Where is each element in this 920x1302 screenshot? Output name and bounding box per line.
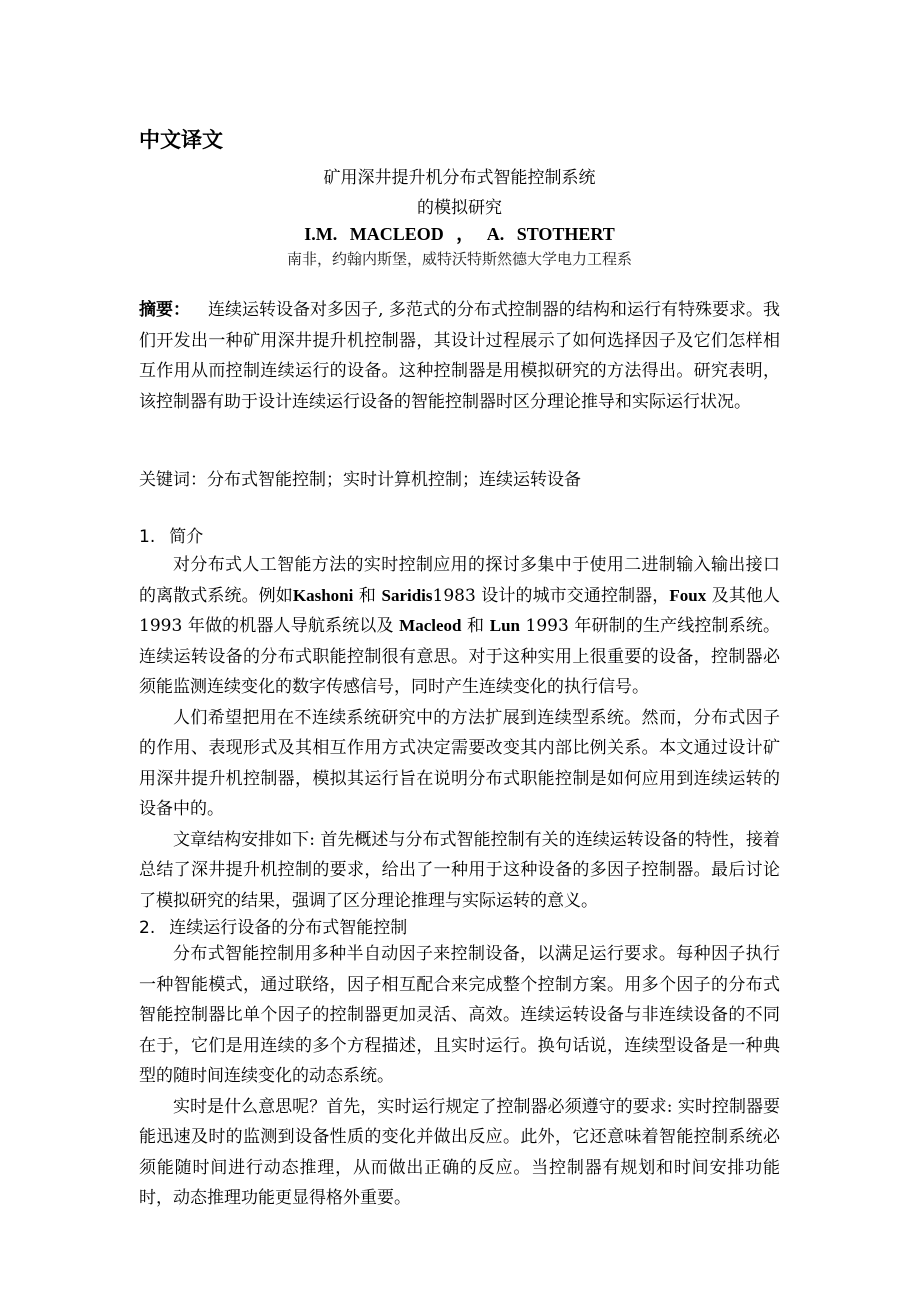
keywords-text: 分布式智能控制；实时计算机控制；连续运转设备 (207, 470, 581, 490)
author-part: I.M. (304, 224, 338, 244)
section-2-heading (139, 913, 407, 938)
text-run: 及其他人 1993 年做的机器人导航系统以及 (139, 585, 781, 636)
abstract-text: 连续运转设备对多因子, 多范式的分布式控制器的结构和运行有特殊要求。我们开发出一种矿用深井提升机控制器，其设计过程展示了如何选择因子及它们怎样相互作用从而控制连续运行的设备。这种控制器是用模拟研究的方法得出。研究表明，该控制器有助于设计连续运行设备的智能控制器时区分理论推导和实际运行状况。 (139, 300, 780, 412)
section-title: 简介 (169, 527, 204, 547)
paragraph: 人们希望把用在不连续系统研究中的方法扩展到连续型系统。然而，分布式因子的作用、表现形式及其相互作用方式决定需要改变其内部比例关系。本文通过设计矿用深井提升机控制器，模拟其运行旨在说明分布式职能控制是如何应用到连续运转的设备中的。 (139, 707, 780, 819)
author-part: ， (456, 224, 475, 244)
author-part: MACLEOD (349, 224, 444, 244)
abstract-label: 摘要： (139, 300, 191, 320)
authors (139, 220, 780, 246)
keywords-label: 关键词： (139, 470, 207, 490)
author-name: Kashoni (292, 585, 354, 605)
section-number: 2. (139, 918, 156, 938)
author-part: STOTHERT (516, 224, 615, 244)
keywords (139, 465, 780, 496)
paragraph (139, 550, 780, 703)
section-1-heading (139, 522, 203, 547)
paragraph: 实时是什么意思呢？首先，实时运行规定了控制器必须遵守的要求: 实时控制器要能迅速及时的监测到设备性质的变化并做出反应。此外，它还意味着智能控制系统必须能随时间进行动态推理，从而做出正确的反应。当控制器有规划和时间安排功能时，动态推理功能更显得格外重要。 (139, 1096, 780, 1208)
text-run: 对分布式人工智能方法的实时控制应用的探讨多集中于使用二进制输入输出接口的离散式系统。例如 (139, 555, 780, 606)
section-number: 1. (139, 527, 156, 547)
author-name: Saridis (381, 585, 433, 605)
section-2-body (139, 939, 780, 1214)
paragraph: 文章结构安排如下: 首先概述与分布式智能控制有关的连续运转设备的特性，接着总结了深井提升机控制的要求，给出了一种用于这种设备的多因子控制器。最后讨论了模拟研究的结果，强调了区分理论推理与实际运转的意义。 (139, 829, 780, 911)
author-name: Macleod (399, 616, 462, 635)
paper-title-line-2: 的模拟研究 (417, 198, 502, 218)
author-name: Foux (669, 585, 707, 605)
paragraph: 分布式智能控制用多种半自动因子来控制设备，以满足运行要求。每种因子执行一种智能模式，通过联络，因子相互配合来完成整个控制方案。用多个因子的分布式智能控制器比单个因子的控制器更加灵活、高效。连续运转设备与非连续设备的不同在于，它们是用连续的多个方程描述，且实时运行。换句话说，连续型设备是一种典型的随时间连续变化的动态系统。 (139, 944, 780, 1086)
abstract (139, 295, 780, 417)
section-1-body (139, 550, 780, 916)
text-run: 1993 年研制的生产线控制系统。连续运转设备的分布式职能控制很有意思。对于这种实用上很重要的设备，控制器必须能监测连续变化的数字传感信号，同时产生连续变化的执行信号。 (139, 616, 781, 697)
paper-title-line-1: 矿用深井提升机分布式智能控制系统 (323, 168, 596, 188)
affiliation: 南非，约翰内斯堡，威特沃特斯然德大学电力工程系 (286, 250, 632, 268)
section-title: 连续运行设备的分布式智能控制 (169, 918, 408, 938)
author-name: Lun (489, 616, 520, 635)
author-part: A. (486, 224, 505, 244)
text-run: 和 (461, 616, 490, 636)
text-run: 和 (353, 585, 382, 606)
text-run: 1983 设计的城市交通控制器， (432, 585, 670, 606)
translation-heading: 中文译文 (139, 128, 223, 152)
